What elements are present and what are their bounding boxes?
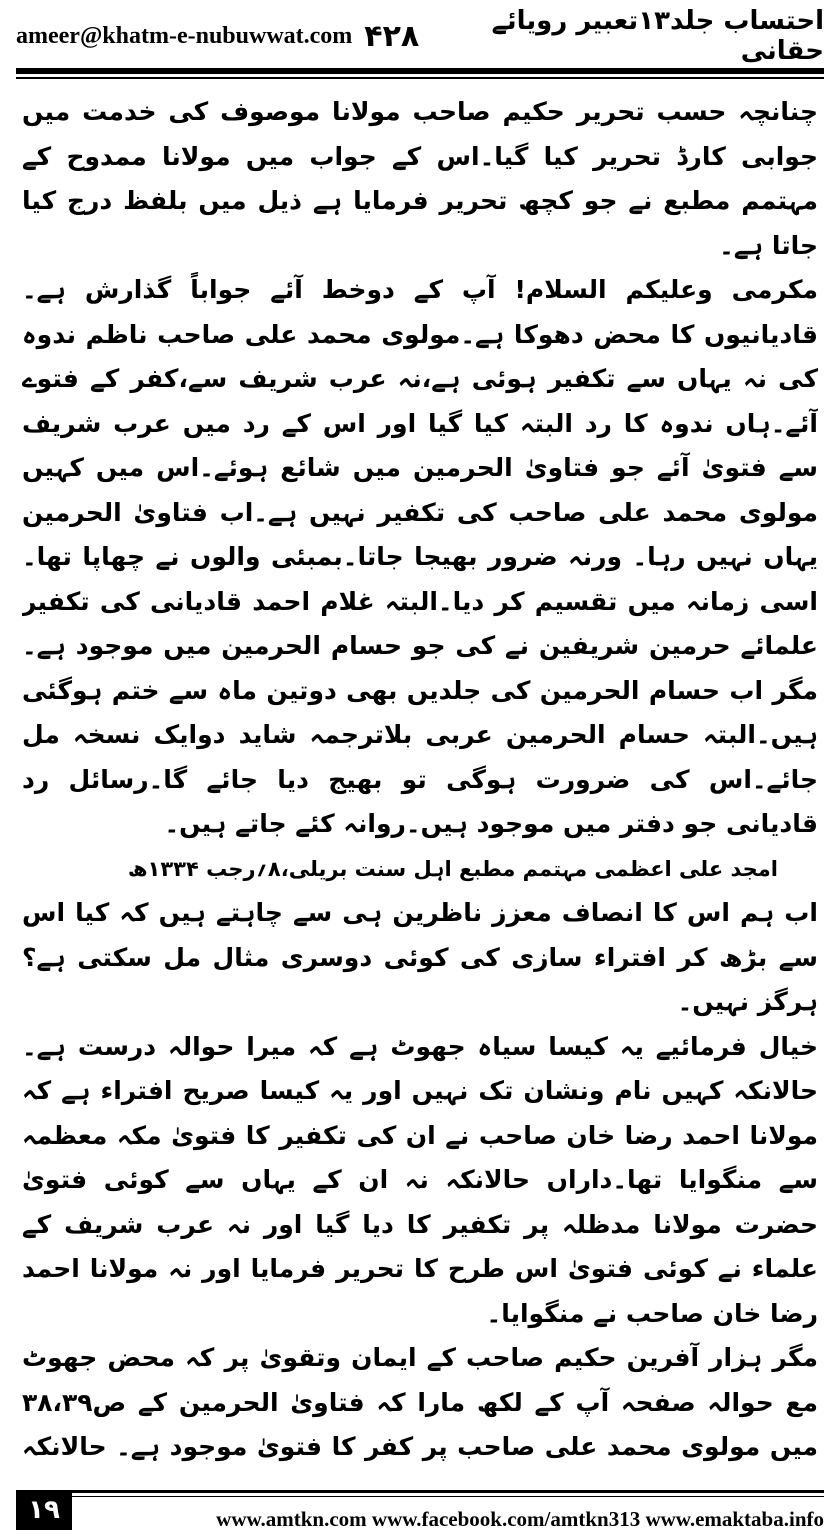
paragraph-refutation: خیال فرمائیے یہ کیسا سیاہ جھوٹ ہے کہ میرا حوالہ درست ہے۔حالانکہ کہیں نام ونشان تک نہیں اور یہ کیسا صریح افتراء ہے کہ مولانا احمد رضا خان صاحب نے ان کی تکفیر کا فتویٰ مکہ معظمہ سے منگوایا تھا۔داراں حالانکہ نہ ان کے یہاں سے کوئی فتویٰ حضرت مولانا مدظلہ پر تکفیر کا دیا گیا اور نہ عرب شریف کے علماء نے کوئی فتویٰ اس طرح کا تحریر فرمایا اور نہ مولانا احمد رضا خان صاحب نے منگوایا۔ <box>22 1031 818 1328</box>
page-body <box>22 90 818 1475</box>
header-email: ameer@khatm-e-nubuwwat.com <box>16 22 353 49</box>
footer-links-area <box>72 1488 824 1532</box>
paragraph-letter: مکرمی وعلیکم السلام! آپ کے دوخط آئے جواباً گذارش ہے۔قادیانیوں کا محض دھوکا ہے۔مولوی محمد علی صاحب ناظم ندوہ کی نہ یہاں سے تکفیر ہوئی ہے،نہ عرب شریف سے،کفر کے فتوے آئے۔ہاں ندوہ کا رد البتہ کیا گیا اور اس کے رد میں عرب شریف سے فتویٰ آئے جو فتاویٰ الحرمین میں شائع ہوئے۔اس میں کہیں مولوی محمد علی صاحب کی تکفیر نہیں ہے۔اب فتاویٰ الحرمین یہاں نہیں رہا۔ ورنہ ضرور بھیجا جاتا۔بمبئی والوں نے چھاپا تھا۔اسی زمانہ میں تقسیم کر دیا۔البتہ غلام احمد قادیانی کی تکفیر علمائے حرمین شریفین نے کی جو حسام الحرمین میں موجود ہے۔مگر اب حسام الحرمین کی جلدیں بھی دوتین ماہ سے ختم ہوگئی ہیں۔البتہ حسام الحرمین عربی بلاترجمہ شاید دوایک نسخہ مل جائے۔اس کی ضرورت ہوگی تو بھیج دیا جائے گا۔رسائل رد قادیانی جو دفتر میں موجود ہیں۔روانہ کئے جاتے ہیں۔ <box>22 275 818 838</box>
header-page-number: ۴۲۸ <box>364 18 420 54</box>
paragraph-intro: چنانچہ حسب تحریر حکیم صاحب مولانا موصوف کی خدمت میں جوابی کارڈ تحریر کیا گیا۔اس کے جواب میں مولانا ممدوح کے مہتمم مطبع نے جو کچھ تحریر فرمایا ہے ذیل میں بلفظ درج کیا جاتا ہے۔ <box>22 97 818 260</box>
footer-page-number: ۱۹ <box>16 1490 72 1530</box>
page-header <box>16 8 824 64</box>
letter-signature: امجد علی اعظمی مہتمم مطبع اہل سنت بریلی،۸؍رجب ۱۳۳۴ھ <box>127 856 778 881</box>
header-left-group <box>16 19 419 54</box>
header-rule-thick <box>16 68 824 74</box>
footer-rule-thick <box>72 1490 824 1493</box>
header-book-title: احتساب جلد۱۳تعبیر رویائے حقانی <box>491 6 824 66</box>
header-rule-thin <box>16 77 824 79</box>
paragraph-question: اب ہم اس کا انصاف معزز ناظرین ہی سے چاہتے ہیں کہ کیا اس سے بڑھ کر افتراء سازی کی کوئی دوسری مثال مل سکتی ہے؟ ہرگز نہیں۔ <box>22 898 818 1016</box>
page-footer <box>16 1488 824 1532</box>
paragraph-citation: مگر ہزار آفرین حکیم صاحب کے ایمان وتقویٰ پر کہ محض جھوٹ مع حوالہ صفحہ آپ کے لکھ مارا کہ فتاویٰ الحرمین کے ص۳۸،۳۹ میں مولوی محمد علی صاحب پر کفر کا فتویٰ موجود ہے۔ حالانکہ <box>22 1343 818 1461</box>
footer-rule-thin <box>72 1496 824 1497</box>
footer-urls: www.amtkn.com www.facebook.com/amtkn313 www.emaktaba.info <box>216 1507 824 1531</box>
